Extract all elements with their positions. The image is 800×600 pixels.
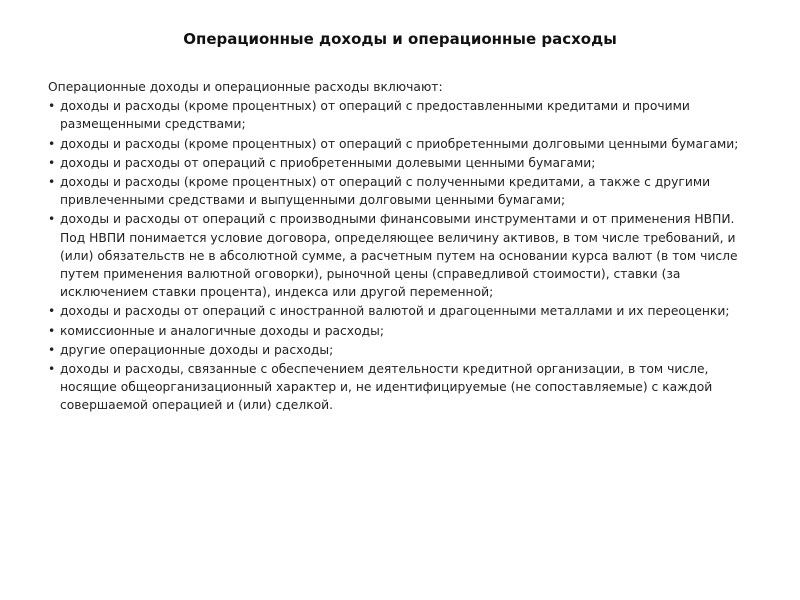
list-item-text: комиссионные и аналогичные доходы и расходы; xyxy=(60,323,384,338)
list-item xyxy=(48,154,760,172)
list-item-text: доходы и расходы, связанные с обеспечением деятельности кредитной организации, в том числе, носящие общеорганизационный характер и, не идентифицируемые (не сопоставляемые) с каждой совершаемой операцией и (или) сделкой. xyxy=(60,362,713,413)
list-item-text: доходы и расходы от операций с приобретенными долевыми ценными бумагами; xyxy=(60,155,596,170)
list-item-text: другие операционные доходы и расходы; xyxy=(60,342,334,357)
list-item-text: доходы и расходы (кроме процентных) от операций с приобретенными долговыми ценными бумагами; xyxy=(60,136,739,151)
bullet-icon: • xyxy=(48,99,56,114)
list-item xyxy=(48,341,760,359)
bullet-list xyxy=(48,97,760,414)
list-item xyxy=(48,360,760,415)
bullet-icon: • xyxy=(48,323,56,338)
bullet-icon: • xyxy=(48,212,56,227)
list-item xyxy=(48,135,760,153)
bullet-icon: • xyxy=(48,342,56,357)
list-item xyxy=(48,322,760,340)
bullet-icon: • xyxy=(48,155,56,170)
list-item-text: доходы и расходы (кроме процентных) от операций с предоставленными кредитами и прочими размещенными средствами; xyxy=(60,99,690,132)
list-item-text: доходы и расходы от операций с иностранной валютой и драгоценными металлами и их переоценки; xyxy=(60,304,730,319)
list-item xyxy=(48,173,760,209)
slide-content xyxy=(48,78,760,416)
list-item xyxy=(48,97,760,133)
bullet-icon: • xyxy=(48,136,56,151)
bullet-icon: • xyxy=(48,362,56,377)
slide-title: Операционные доходы и операционные расходы xyxy=(183,30,617,48)
list-item-text: доходы и расходы от операций с производными финансовыми инструментами и от применения НВПИ. Под НВПИ понимается условие договора, определяющее величину активов, в том числе требований, и (или) обязательств не в абсолютной сумме, а расчетным путем на основании курса валют (в том числе путем применения валютной оговорки), рыночной цены (справедливой стоимости), ставки (за исключением ставки процента), индекса или другой переменной; xyxy=(60,212,738,300)
list-item xyxy=(48,302,760,320)
list-item-text: доходы и расходы (кроме процентных) от операций с полученными кредитами, а также с другими привлеченными средствами и выпущенными долговыми ценными бумагами; xyxy=(60,175,711,208)
intro-text: Операционные доходы и операционные расходы включают: xyxy=(48,80,443,94)
bullet-icon: • xyxy=(48,304,56,319)
list-item xyxy=(48,210,760,301)
bullet-icon: • xyxy=(48,175,56,190)
